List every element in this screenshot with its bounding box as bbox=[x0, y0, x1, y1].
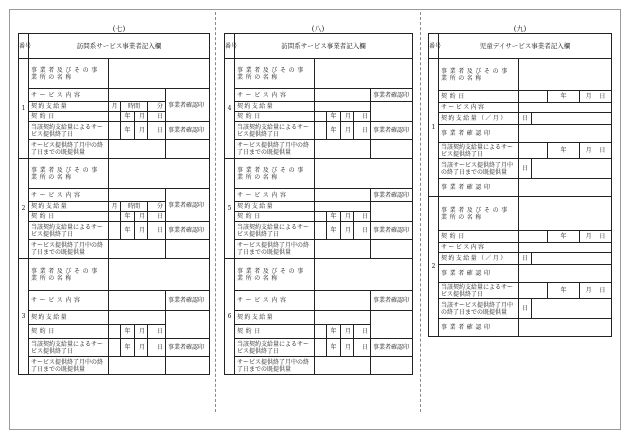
month-amount-field[interactable] bbox=[532, 113, 612, 125]
month-unit: 月 bbox=[135, 122, 148, 140]
year-unit: 年 bbox=[121, 112, 135, 122]
contract-date-label: 契約日 bbox=[235, 112, 315, 122]
service-content-label: サービス内容 bbox=[439, 103, 519, 113]
day-unit: 日 bbox=[354, 122, 371, 140]
year-unit: 年 bbox=[121, 122, 135, 140]
service-content-label: サービス内容 bbox=[235, 291, 315, 311]
cut-line-left bbox=[215, 12, 216, 412]
contract-amount-label: 契約支給量 bbox=[29, 311, 109, 325]
confirm-stamp-label: 事業者確認印 bbox=[166, 291, 210, 311]
year-unit: 年 bbox=[327, 222, 341, 240]
service-content-field[interactable] bbox=[315, 291, 371, 311]
month-unit: 月 bbox=[585, 233, 592, 240]
used-amount-field[interactable] bbox=[315, 140, 371, 159]
year-unit: 年 bbox=[327, 325, 341, 339]
day-unit: 日 bbox=[148, 222, 166, 240]
day-unit: 日 bbox=[519, 299, 532, 319]
stamp-field[interactable] bbox=[166, 311, 210, 339]
month-amount-label: 契約支給量（／月） bbox=[439, 113, 519, 125]
provider-name-field[interactable] bbox=[315, 59, 413, 89]
contract-date-label: 契約日 bbox=[439, 231, 519, 243]
service-content-label: サービス内容 bbox=[29, 89, 109, 102]
stamp-field[interactable] bbox=[371, 140, 413, 159]
stamp-field[interactable] bbox=[371, 102, 413, 122]
provider-name-field[interactable] bbox=[315, 159, 413, 189]
provider-name-label: 事業者及びその事業所の名称 bbox=[235, 59, 315, 89]
month-unit: 月 bbox=[109, 102, 121, 112]
minutes-unit: 分 bbox=[148, 102, 166, 112]
day-unit: 日 bbox=[599, 147, 606, 154]
stamp-field[interactable] bbox=[519, 125, 612, 143]
year-unit: 年 bbox=[121, 325, 135, 339]
confirm-stamp-label: 事業者確認印 bbox=[439, 179, 519, 197]
day-unit: 日 bbox=[148, 212, 166, 222]
seq-header: 番号 bbox=[225, 34, 235, 59]
used-amount-label: サービス提供終了月中の終了日までの既提供量 bbox=[235, 357, 315, 375]
used-amount-field[interactable] bbox=[109, 240, 166, 259]
month-unit: 月 bbox=[135, 222, 148, 240]
month-day-units bbox=[580, 143, 612, 159]
year-unit: 年 bbox=[327, 212, 341, 222]
service-content-label: サービス内容 bbox=[235, 89, 315, 102]
used-amount-field[interactable] bbox=[109, 357, 166, 375]
stamp-field[interactable] bbox=[166, 357, 210, 375]
table-title: 訪問系サービス事業者記入欄 bbox=[235, 34, 413, 59]
month-unit: 月 bbox=[135, 325, 148, 339]
table-title: 訪問系サービス事業者記入欄 bbox=[29, 34, 210, 59]
day-unit: 日 bbox=[148, 325, 166, 339]
contract-date-label: 契約日 bbox=[29, 325, 109, 339]
cut-line-right bbox=[420, 12, 421, 412]
contract-amount-label: 契約支給量 bbox=[235, 102, 315, 112]
end-date-label: 当該契約支給量によるサービス提供終了日 bbox=[439, 283, 519, 299]
year-unit: 年 bbox=[548, 143, 580, 159]
contract-amount-field[interactable] bbox=[315, 311, 371, 325]
service-content-field[interactable] bbox=[109, 291, 166, 311]
confirm-stamp-label: 事業者確認印 bbox=[371, 339, 413, 357]
row-number: 1 bbox=[429, 59, 439, 197]
used-amount-field[interactable] bbox=[315, 240, 371, 259]
service-content-field[interactable] bbox=[315, 89, 371, 102]
contract-date-label: 契約日 bbox=[29, 112, 109, 122]
month-unit: 月 bbox=[135, 112, 148, 122]
used-amount-label: 当該サービス提供終了月中の終了日までの既提供量 bbox=[439, 299, 519, 319]
day-unit: 日 bbox=[354, 112, 371, 122]
contract-date-label: 契約日 bbox=[235, 212, 315, 222]
hours-unit: 時間 bbox=[121, 102, 148, 112]
middle-form-table bbox=[224, 33, 413, 375]
used-amount-field[interactable] bbox=[532, 159, 612, 179]
day-unit: 日 bbox=[354, 339, 371, 357]
provider-name-label: 事業者及びその事業所の名称 bbox=[439, 59, 519, 91]
day-unit: 日 bbox=[148, 122, 166, 140]
contract-date-label: 契約日 bbox=[235, 325, 315, 339]
day-unit: 日 bbox=[519, 113, 532, 125]
confirm-stamp-label: 事業者確認印 bbox=[371, 291, 413, 311]
used-amount-label: 当該サービス提供終了月中の終了日までの既提供量 bbox=[439, 159, 519, 179]
provider-name-label: 事業者及びその事業所の名称 bbox=[439, 197, 519, 231]
stamp-field[interactable] bbox=[519, 319, 612, 337]
contract-amount-label: 契約支給量 bbox=[235, 202, 315, 212]
year-unit: 年 bbox=[327, 339, 341, 357]
used-amount-field[interactable] bbox=[315, 357, 371, 375]
used-amount-field[interactable] bbox=[109, 140, 166, 159]
day-unit: 日 bbox=[354, 212, 371, 222]
month-unit: 月 bbox=[585, 287, 592, 294]
end-date-label: 当該契約支給量によるサービス提供終了日 bbox=[235, 122, 315, 140]
table-title: 児童デイサービス事業者記入欄 bbox=[439, 34, 612, 59]
day-unit: 日 bbox=[519, 159, 532, 179]
service-content-label: サービス内容 bbox=[29, 189, 109, 202]
month-unit: 月 bbox=[341, 222, 354, 240]
end-date-label: 当該契約支給量によるサービス提供終了日 bbox=[29, 222, 109, 240]
provider-name-label: 事業者及びその事業所の名称 bbox=[29, 259, 109, 291]
confirm-stamp-label: 事業者確認印 bbox=[371, 222, 413, 240]
left-form-table bbox=[18, 33, 210, 375]
row-number: 5 bbox=[225, 159, 235, 259]
contract-amount-label: 契約支給量 bbox=[235, 311, 315, 325]
month-unit: 月 bbox=[341, 339, 354, 357]
confirm-stamp-label: 事業者確認印 bbox=[166, 339, 210, 357]
day-unit: 日 bbox=[599, 233, 606, 240]
service-content-field[interactable] bbox=[109, 189, 166, 202]
service-content-label: サービス内容 bbox=[29, 291, 109, 311]
provider-name-label: 事業者及びその事業所の名称 bbox=[29, 159, 109, 189]
month-day-units bbox=[580, 283, 612, 299]
stamp-field[interactable] bbox=[371, 357, 413, 375]
confirm-stamp-label: 事業者確認印 bbox=[439, 265, 519, 283]
year-unit: 年 bbox=[121, 339, 135, 357]
contract-date-label: 契約日 bbox=[29, 212, 109, 222]
used-amount-label: サービス提供終了月中の終了日までの既提供量 bbox=[29, 357, 109, 375]
month-day-units bbox=[580, 91, 612, 103]
month-amount-field[interactable] bbox=[532, 253, 612, 265]
end-date-label: 当該契約支給量によるサービス提供終了日 bbox=[235, 339, 315, 357]
confirm-stamp-label: 事業者確認印 bbox=[371, 122, 413, 140]
stamp-field[interactable] bbox=[166, 140, 210, 159]
day-unit: 日 bbox=[148, 339, 166, 357]
day-unit: 日 bbox=[354, 325, 371, 339]
service-content-label: サービス内容 bbox=[235, 189, 315, 202]
end-date-label: 当該契約支給量によるサービス提供終了日 bbox=[29, 339, 109, 357]
confirm-stamp-label: 事業者確認印 bbox=[166, 222, 210, 240]
confirm-stamp-label: 事業者確認印 bbox=[166, 89, 210, 122]
provider-name-field[interactable] bbox=[109, 59, 210, 89]
year-unit: 年 bbox=[548, 283, 580, 299]
seq-header: 番号 bbox=[19, 34, 29, 59]
provider-name-field[interactable] bbox=[109, 259, 210, 291]
stamp-field[interactable] bbox=[166, 240, 210, 259]
section-number-8: (八) bbox=[311, 25, 325, 33]
contract-date-label: 契約日 bbox=[439, 91, 519, 103]
service-content-field[interactable] bbox=[519, 243, 612, 253]
end-date-label: 当該契約支給量によるサービス提供終了日 bbox=[439, 143, 519, 159]
provider-name-label: 事業者及びその事業所の名称 bbox=[29, 59, 109, 89]
row-number: 2 bbox=[429, 197, 439, 337]
contract-amount-label: 契約支給量 bbox=[29, 202, 109, 212]
minutes-unit: 分 bbox=[148, 202, 166, 212]
month-unit: 月 bbox=[341, 112, 354, 122]
provider-name-label: 事業者及びその事業所の名称 bbox=[235, 159, 315, 189]
month-unit: 月 bbox=[341, 212, 354, 222]
year-unit: 年 bbox=[121, 212, 135, 222]
row-number: 2 bbox=[19, 159, 29, 259]
provider-name-field[interactable] bbox=[315, 259, 413, 291]
provider-name-label: 事業者及びその事業所の名称 bbox=[235, 259, 315, 291]
stamp-field[interactable] bbox=[371, 311, 413, 339]
year-unit: 年 bbox=[327, 122, 341, 140]
year-unit: 年 bbox=[327, 112, 341, 122]
service-content-field[interactable] bbox=[109, 89, 166, 102]
year-unit: 年 bbox=[121, 222, 135, 240]
service-content-label: サービス内容 bbox=[439, 243, 519, 253]
day-unit: 日 bbox=[354, 222, 371, 240]
stamp-field[interactable] bbox=[371, 240, 413, 259]
end-date-label: 当該契約支給量によるサービス提供終了日 bbox=[29, 122, 109, 140]
row-number: 6 bbox=[225, 259, 235, 375]
row-number: 4 bbox=[225, 59, 235, 159]
confirm-stamp-label: 事業者確認印 bbox=[439, 319, 519, 337]
month-unit: 月 bbox=[109, 202, 121, 212]
day-unit: 日 bbox=[599, 93, 606, 100]
month-unit: 月 bbox=[341, 122, 354, 140]
day-unit: 日 bbox=[148, 112, 166, 122]
year-unit: 年 bbox=[548, 231, 580, 243]
service-content-field[interactable] bbox=[315, 189, 371, 202]
stamp-field[interactable] bbox=[519, 179, 612, 197]
provider-name-field[interactable] bbox=[519, 197, 612, 231]
stamp-field[interactable] bbox=[519, 265, 612, 283]
month-unit: 月 bbox=[585, 93, 592, 100]
month-amount-label: 契約支給量（／月） bbox=[439, 253, 519, 265]
used-amount-field[interactable] bbox=[532, 299, 612, 319]
used-amount-label: サービス提供終了月中の終了日までの既提供量 bbox=[235, 240, 315, 259]
confirm-stamp-label: 事業者確認印 bbox=[371, 89, 413, 102]
contract-amount-field[interactable] bbox=[315, 202, 371, 212]
used-amount-label: サービス提供終了月中の終了日までの既提供量 bbox=[235, 140, 315, 159]
section-number-7: (七) bbox=[112, 25, 126, 33]
month-unit: 月 bbox=[135, 212, 148, 222]
hours-unit: 時間 bbox=[121, 202, 148, 212]
provider-name-field[interactable] bbox=[109, 159, 210, 189]
service-content-field[interactable] bbox=[519, 103, 612, 113]
seq-header: 番号 bbox=[429, 34, 439, 59]
used-amount-label: サービス提供終了月中の終了日までの既提供量 bbox=[29, 140, 109, 159]
stamp-field[interactable] bbox=[371, 202, 413, 222]
month-unit: 月 bbox=[585, 147, 592, 154]
month-unit: 月 bbox=[135, 339, 148, 357]
day-unit: 日 bbox=[519, 253, 532, 265]
year-unit: 年 bbox=[548, 91, 580, 103]
row-number: 3 bbox=[19, 259, 29, 375]
confirm-stamp-label: 事業者確認印 bbox=[166, 122, 210, 140]
provider-name-field[interactable] bbox=[519, 59, 612, 91]
confirm-stamp-label: 事業者確認印 bbox=[439, 125, 519, 143]
row-number: 1 bbox=[19, 59, 29, 159]
confirm-stamp-label: 事業者確認印 bbox=[371, 189, 413, 202]
contract-amount-label: 契約支給量 bbox=[29, 102, 109, 112]
section-number-9: (九) bbox=[513, 25, 527, 33]
contract-amount-field[interactable] bbox=[109, 311, 166, 325]
month-unit: 月 bbox=[341, 325, 354, 339]
day-unit: 日 bbox=[599, 287, 606, 294]
used-amount-label: サービス提供終了月中の終了日までの既提供量 bbox=[29, 240, 109, 259]
right-form-table bbox=[428, 33, 612, 337]
month-day-units bbox=[580, 231, 612, 243]
end-date-label: 当該契約支給量によるサービス提供終了日 bbox=[235, 222, 315, 240]
contract-amount-field[interactable] bbox=[315, 102, 371, 112]
confirm-stamp-label: 事業者確認印 bbox=[166, 189, 210, 222]
